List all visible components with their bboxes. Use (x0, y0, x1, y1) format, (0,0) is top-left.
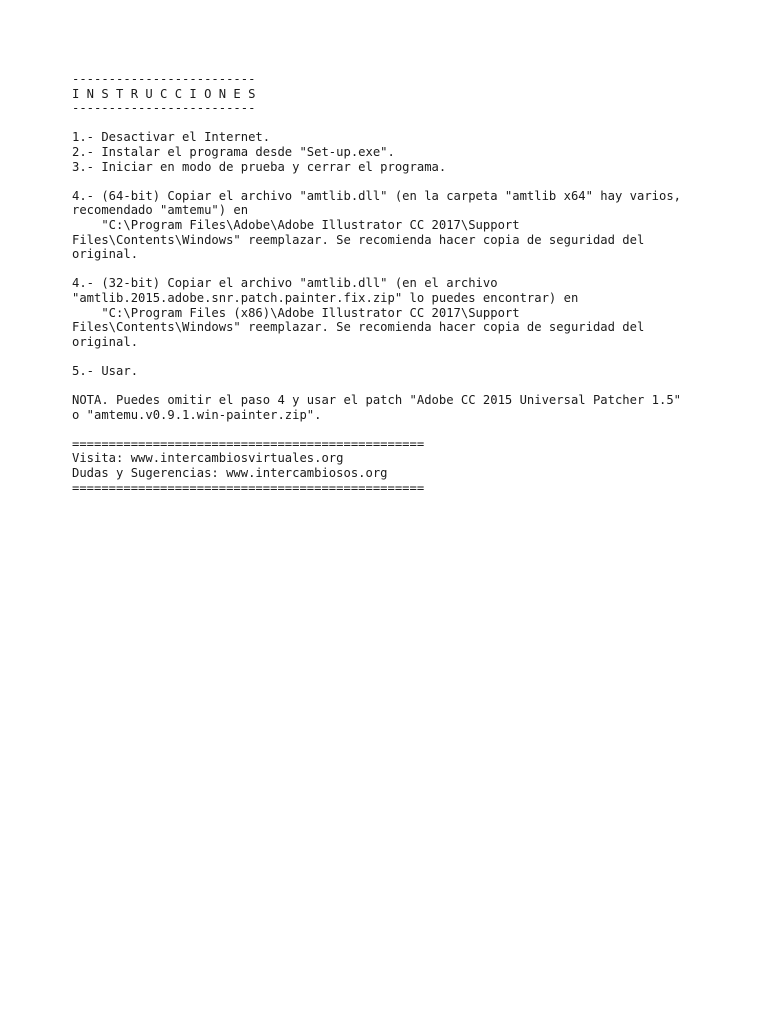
document-page (72, 72, 712, 495)
header-rule-bottom: ------------------------- (72, 101, 256, 116)
step-4-64bit-line: original. (72, 247, 139, 262)
doubts-line: Dudas y Sugerencias: www.intercambiosos.org (72, 466, 388, 481)
document-title: I N S T R U C C I O N E S (72, 86, 256, 101)
footer-rule-top: ================================================ (72, 436, 425, 451)
visit-line: Visita: www.intercambiosvirtuales.org (72, 451, 344, 466)
step-4-64bit-line: recomendado "amtemu") en (72, 203, 249, 218)
step-1: 1.- Desactivar el Internet. (72, 130, 271, 145)
spacer (72, 422, 712, 437)
spacer (72, 378, 712, 393)
step-4-32bit (72, 276, 712, 349)
spacer (72, 116, 712, 131)
spacer (72, 174, 712, 189)
step-2: 2.- Instalar el programa desde "Set-up.exe". (72, 144, 395, 159)
steps-basic (72, 130, 712, 174)
step-4-32bit-line: "amtlib.2015.adobe.snr.patch.painter.fix.zip" lo puedes encontrar) en (72, 290, 579, 305)
note-line: NOTA. Puedes omitir el paso 4 y usar el patch "Adobe CC 2015 Universal Patcher 1.5" (72, 393, 682, 408)
step-4-32bit-line: "C:\Program Files (x86)\Adobe Illustrator CC 2017\Support (72, 305, 520, 320)
footer-rule-bottom: ================================================ (72, 480, 425, 495)
note-line: o "amtemu.v0.9.1.win-painter.zip". (72, 407, 322, 422)
footer-block (72, 437, 712, 495)
spacer (72, 262, 712, 277)
header-rule-top: ------------------------- (72, 72, 256, 86)
step-4-64bit-line: 4.- (64-bit) Copiar el archivo "amtlib.dll" (en la carpeta "amtlib x64" hay varios, (72, 188, 682, 203)
note-block (72, 393, 712, 422)
step-4-64bit (72, 189, 712, 262)
step-4-32bit-line: Files\Contents\Windows" reemplazar. Se recomienda hacer copia de seguridad del (72, 320, 645, 335)
step-4-64bit-line: Files\Contents\Windows" reemplazar. Se recomienda hacer copia de seguridad del (72, 232, 645, 247)
step-4-64bit-line: "C:\Program Files\Adobe\Adobe Illustrator CC 2017\Support (72, 217, 520, 232)
spacer (72, 349, 712, 364)
step-4-32bit-line: 4.- (32-bit) Copiar el archivo "amtlib.dll" (en el archivo (72, 276, 498, 291)
step-3: 3.- Iniciar en modo de prueba y cerrar el programa. (72, 159, 447, 174)
step-5: 5.- Usar. (72, 363, 139, 378)
step-4-32bit-line: original. (72, 334, 139, 349)
header-block (72, 72, 712, 116)
